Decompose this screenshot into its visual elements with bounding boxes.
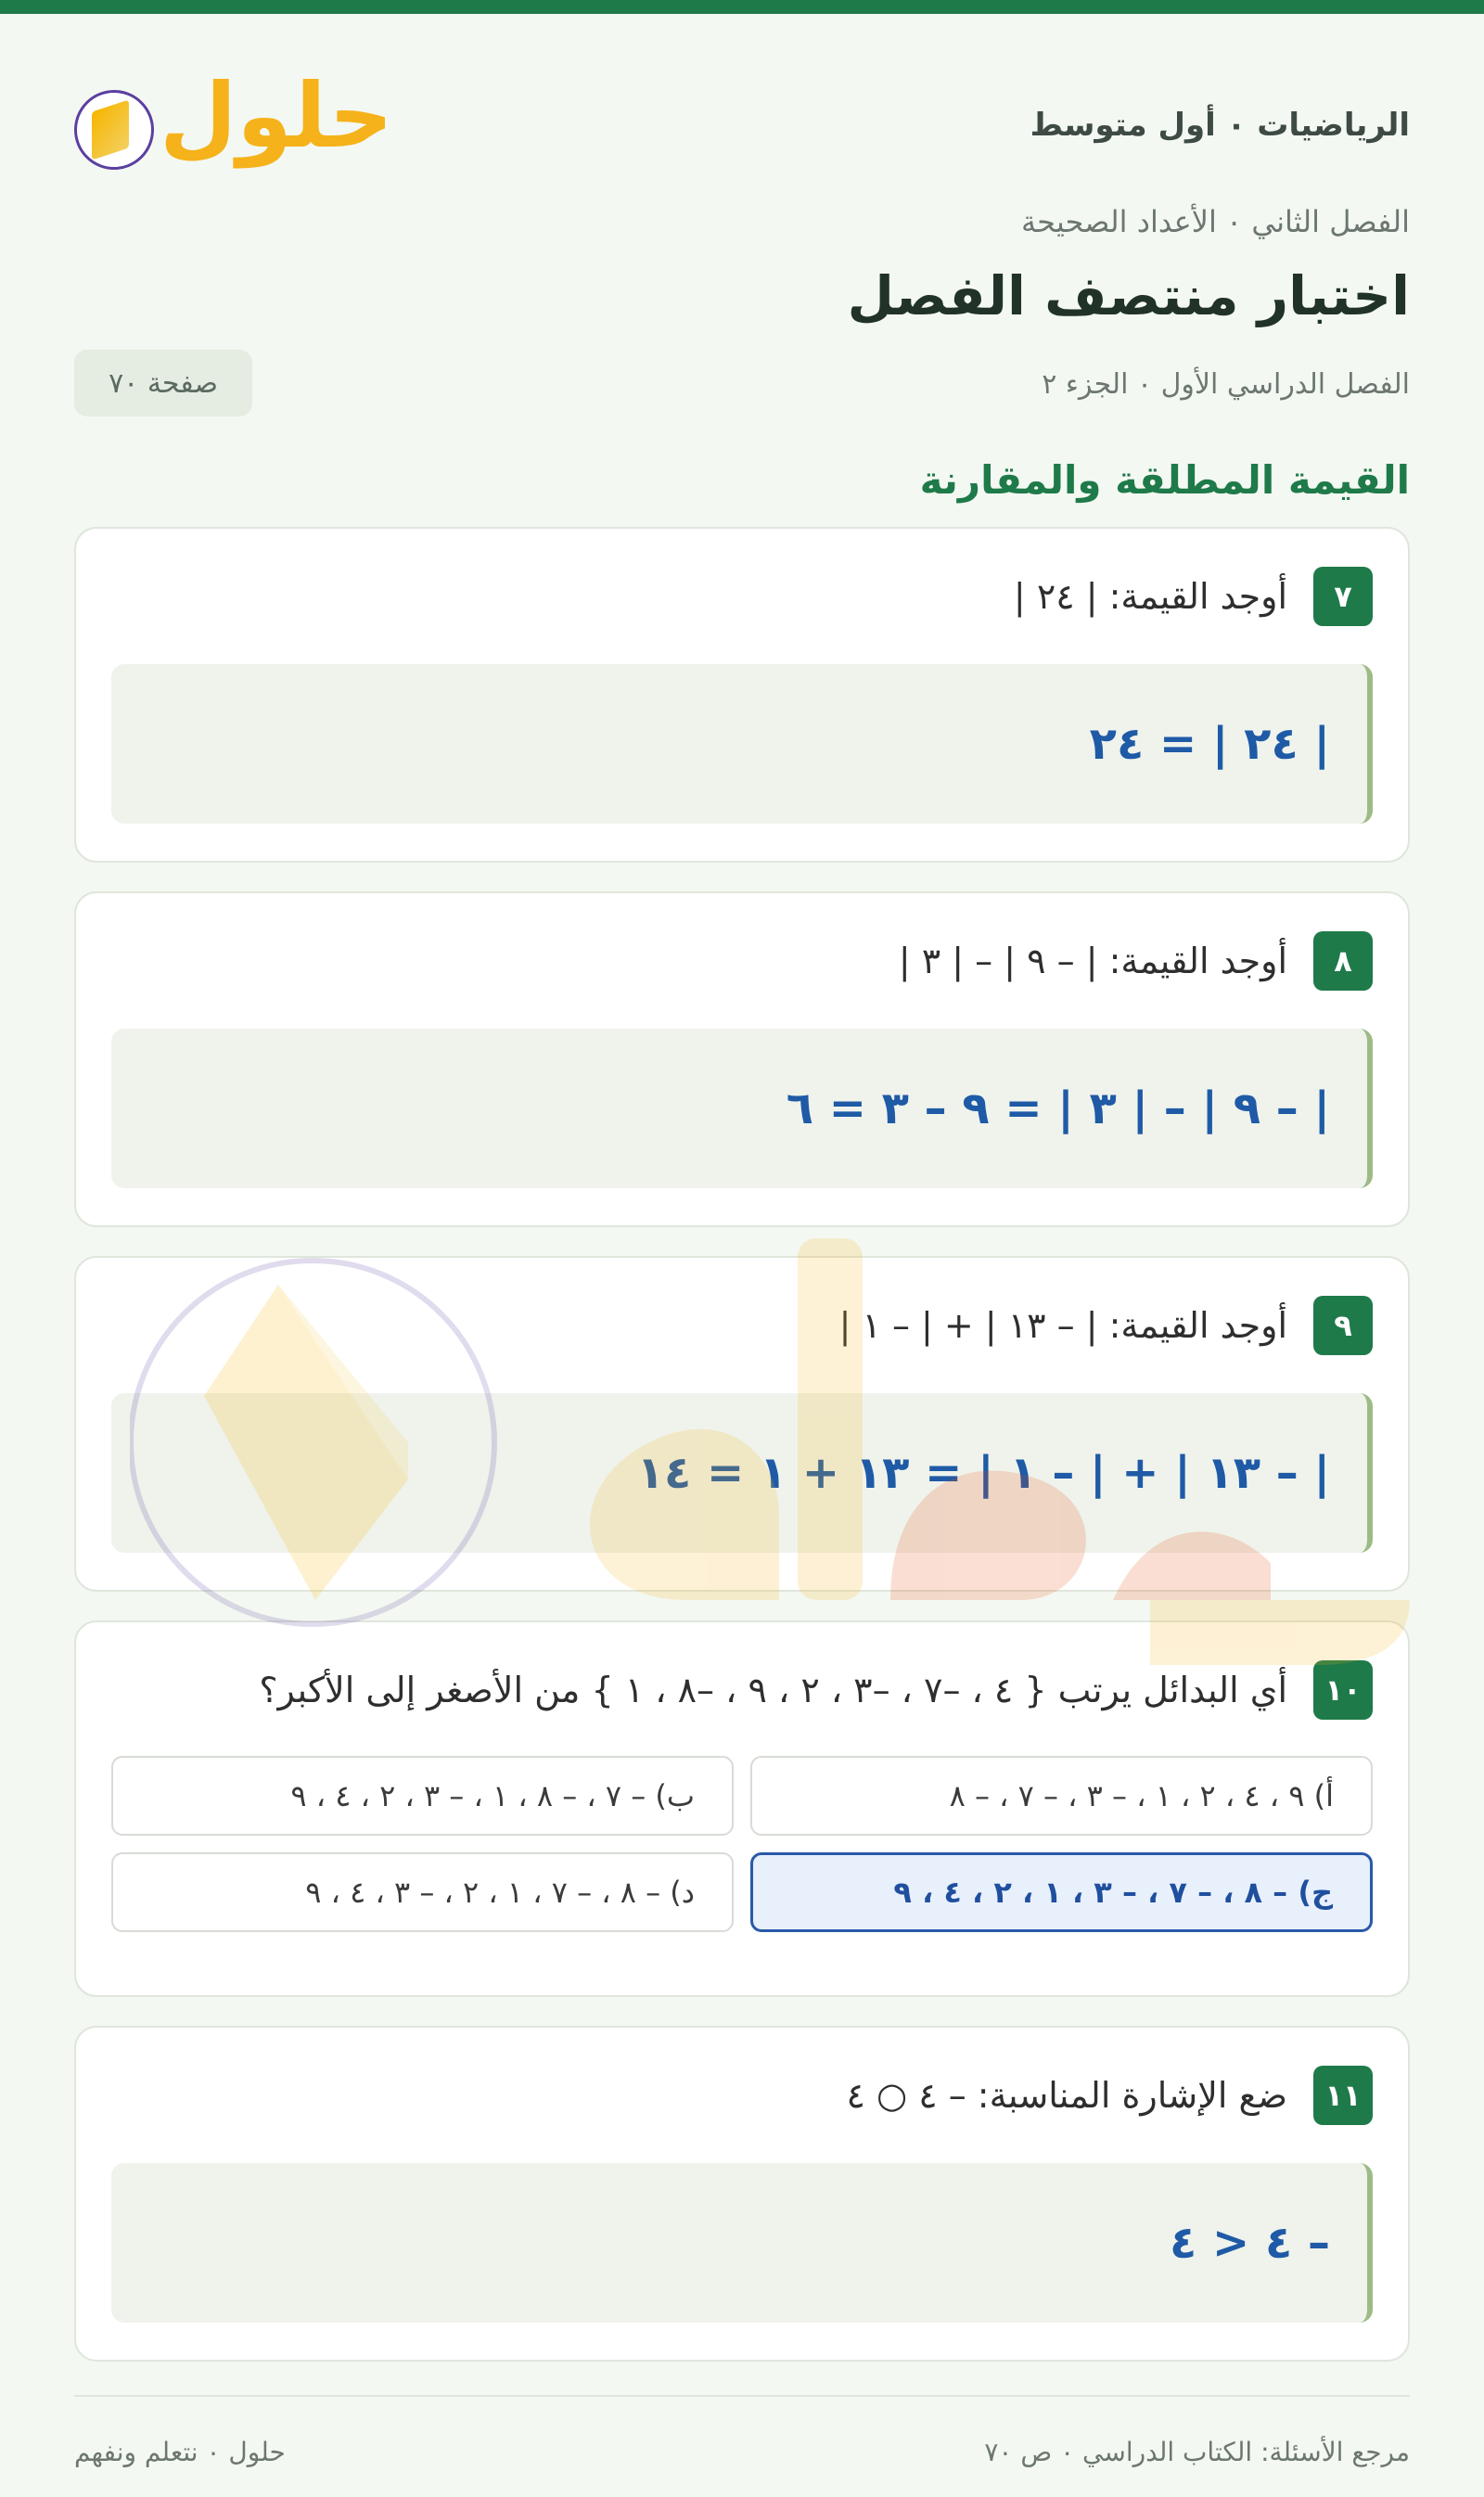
question-header bbox=[111, 564, 1373, 629]
page bbox=[74, 14, 1410, 2497]
answer-text: | – ١٣ | + | – ١ | = ١٣ + ١ = ١٤ bbox=[636, 1447, 1330, 1499]
question-header bbox=[111, 2063, 1373, 2128]
answer-box bbox=[111, 2163, 1373, 2323]
question-header bbox=[111, 1293, 1373, 1358]
subject-label: الرياضيات ٠ أول متوسط bbox=[1030, 107, 1410, 144]
choices-grid bbox=[111, 1756, 1373, 1932]
answer-box bbox=[111, 1029, 1373, 1188]
logo-wordmark: حلول bbox=[160, 64, 393, 168]
choice-a[interactable]: أ) ٩ ، ٤ ، ٢ ، ١ ، – ٣ ، – ٧ ، – ٨ bbox=[750, 1756, 1373, 1836]
question-card-10 bbox=[74, 1620, 1410, 1997]
answer-box bbox=[111, 1393, 1373, 1553]
answer-text: – ٤ < ٤ bbox=[1170, 2217, 1330, 2269]
choice-d[interactable]: د) – ٨ ، – ٧ ، ١ ، ٢ ، – ٣ ، ٤ ، ٩ bbox=[111, 1852, 734, 1932]
page-title: اختبار منتصف الفصل bbox=[847, 264, 1410, 327]
semester-label: الفصل الدراسي الأول ٠ الجزء ٢ bbox=[1042, 368, 1410, 401]
footer-brand: حلول ٠ نتعلم ونفهم bbox=[74, 2437, 286, 2467]
chapter-label: الفصل الثاني ٠ الأعداد الصحيحة bbox=[1021, 204, 1410, 239]
section-title: القيمة المطلقة والمقارنة bbox=[919, 457, 1410, 503]
question-text: أوجد القيمة: | – ٩ | – | ٣ | bbox=[898, 941, 1287, 981]
footer-reference: مرجع الأسئلة: الكتاب الدراسي ٠ ص ٧٠ bbox=[984, 2437, 1410, 2467]
page-number-badge: صفحة ٧٠ bbox=[74, 350, 252, 416]
answer-text: | ٢٤ | = ٢٤ bbox=[1089, 718, 1330, 770]
footer-divider bbox=[74, 2395, 1410, 2397]
question-number: ٩ bbox=[1313, 1296, 1373, 1355]
question-header bbox=[111, 1658, 1373, 1722]
question-text: أوجد القيمة: | ٢٤ | bbox=[1013, 576, 1287, 617]
question-card-9 bbox=[74, 1256, 1410, 1592]
answer-box bbox=[111, 664, 1373, 824]
answer-text: | – ٩ | – | ٣ | = ٩ – ٣ = ٦ bbox=[786, 1082, 1330, 1134]
halol-logo[interactable] bbox=[74, 64, 393, 172]
question-card-11 bbox=[74, 2026, 1410, 2362]
question-text: ضع الإشارة المناسبة: – ٤ ○ ٤ bbox=[846, 2075, 1287, 2116]
question-text: أي البدائل يرتب { ٤ ، –٧ ، –٣ ، ٢ ، ٩ ، –٨ ، ١ } من الأصغر إلى الأكبر؟ bbox=[259, 1670, 1287, 1710]
choice-c-selected[interactable]: ج) – ٨ ، – ٧ ، – ٣ ، ١ ، ٢ ، ٤ ، ٩ bbox=[750, 1852, 1373, 1932]
question-number: ٨ bbox=[1313, 931, 1373, 991]
top-accent-bar bbox=[0, 0, 1484, 14]
question-number: ٧ bbox=[1313, 567, 1373, 626]
question-card-8 bbox=[74, 891, 1410, 1227]
header bbox=[74, 64, 1410, 172]
question-number: ١٠ bbox=[1313, 1660, 1373, 1720]
question-text: أوجد القيمة: | – ١٣ | + | – ١ | bbox=[838, 1305, 1287, 1346]
book-logo-icon bbox=[74, 90, 154, 170]
question-number: ١١ bbox=[1313, 2066, 1373, 2125]
question-card-7 bbox=[74, 527, 1410, 863]
choice-b[interactable]: ب) – ٧ ، – ٨ ، ١ ، – ٣ ، ٢ ، ٤ ، ٩ bbox=[111, 1756, 734, 1836]
question-header bbox=[111, 928, 1373, 993]
